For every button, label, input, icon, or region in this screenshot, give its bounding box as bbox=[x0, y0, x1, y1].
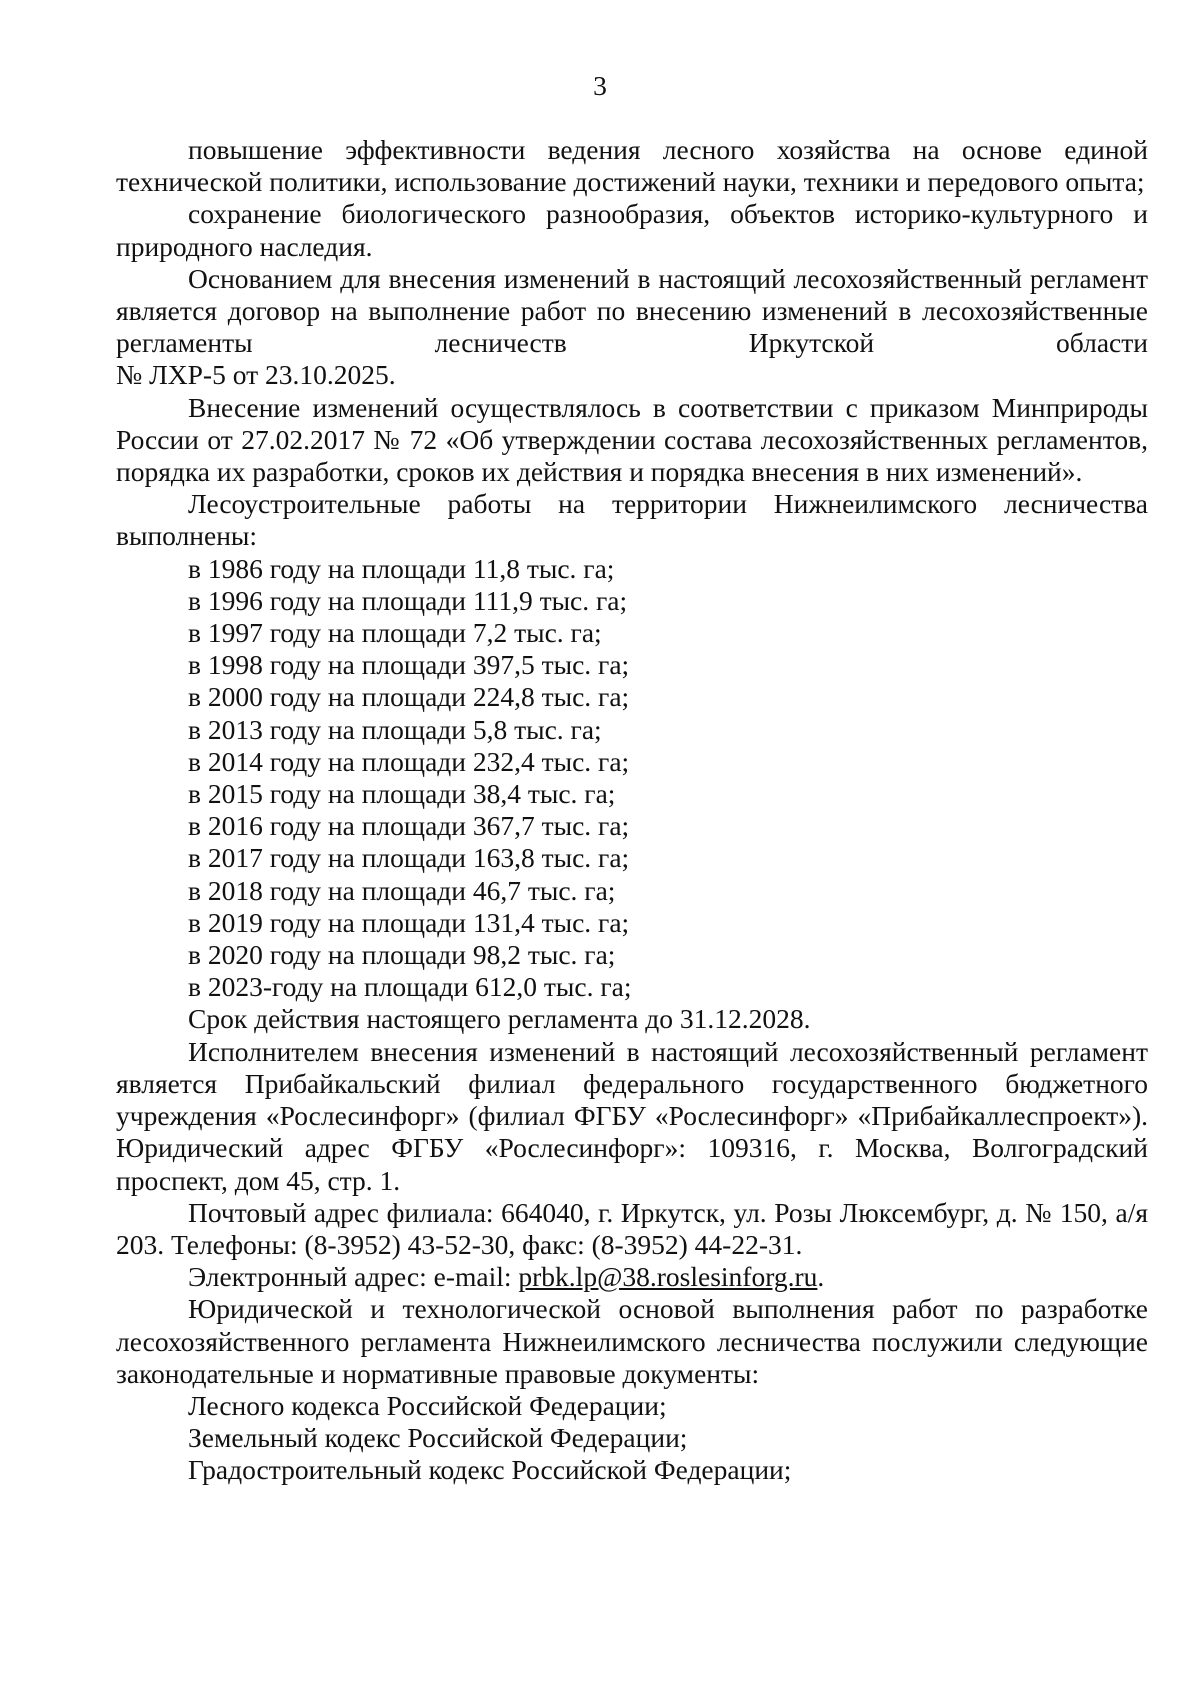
list-item: Градостроительный кодекс Российской Федерации; bbox=[188, 1454, 792, 1486]
list-item: в 2023-году на площади 612,0 тыс. га; bbox=[188, 971, 632, 1003]
list-item: Лесного кодекса Российской Федерации; bbox=[188, 1389, 667, 1421]
email-suffix: . bbox=[817, 1261, 825, 1293]
list-item: в 2019 году на площади 131,4 тыс. га; bbox=[188, 906, 630, 938]
paragraph-contract-number: № ЛХР-5 от 23.10.2025. bbox=[116, 359, 396, 391]
list-item: в 2018 году на площади 46,7 тыс. га; bbox=[188, 874, 616, 906]
paragraph-forestry-efficiency: повышение эффективности ведения лесного хозяйства на основе единой технической политики, использование достижений науки, техники и передового опыта; bbox=[116, 134, 1148, 198]
list-item: в 1986 году на площади 11,8 тыс. га; bbox=[188, 552, 615, 584]
paragraph-surveys-intro: Лесоустроительные работы на территории Нижнеилимского лесничества выполнены: bbox=[116, 488, 1148, 552]
paragraph-executor: Исполнителем внесения изменений в настоящий лесохозяйственный регламент является Прибайкальский филиал федерального государственного бюджетного учреждения «Рослесинфорг» (филиал ФГБУ «Рослесинфорг» «Прибайкаллеспроект»). Юридический адрес ФГБУ «Рослесинфорг»: 109316, г. Москва, Волгоградский проспект, дом 45, стр. 1. bbox=[116, 1035, 1148, 1196]
list-item: в 2013 году на площади 5,8 тыс. га; bbox=[188, 713, 602, 745]
list-item: в 2017 году на площади 163,8 тыс. га; bbox=[188, 842, 630, 874]
paragraph-postal-address: Почтовый адрес филиала: 664040, г. Иркутск, ул. Розы Люксембург, д. № 150, а/я 203. Телефоны: (8-3952) 43-52-30, факс: (8-3952) 44-22-31. bbox=[116, 1196, 1148, 1260]
documents-list bbox=[116, 1390, 1148, 1487]
list-item: в 2020 году на площади 98,2 тыс. га; bbox=[188, 939, 616, 971]
paragraph-validity: Срок действия настоящего регламента до 31.12.2028. bbox=[188, 1003, 811, 1035]
list-item: в 1996 году на площади 111,9 тыс. га; bbox=[188, 584, 628, 616]
list-item: в 2000 году на площади 224,8 тыс. га; bbox=[188, 681, 630, 713]
page-number: 3 bbox=[593, 70, 607, 101]
list-item: в 2014 году на площади 232,4 тыс. га; bbox=[188, 745, 630, 777]
paragraph-order: Внесение изменений осуществлялось в соответствии с приказом Минприроды России от 27.02.2017 № 72 «Об утверждении состава лесохозяйственных регламентов, порядка их разработки, сроков их действия и порядка внесения в них изменений». bbox=[116, 391, 1148, 488]
list-item: в 1997 году на площади 7,2 тыс. га; bbox=[188, 617, 602, 649]
survey-years-list bbox=[116, 553, 1148, 1004]
email-link[interactable]: prbk.lp@38.roslesinforg.ru bbox=[518, 1261, 818, 1293]
list-item: Земельный кодекс Российской Федерации; bbox=[188, 1422, 688, 1454]
document-body bbox=[116, 134, 1148, 1487]
paragraph-basis: Основанием для внесения изменений в настоящий лесохозяйственный регламент является договор на выполнение работ по внесению изменений в лесохозяйственные регламенты лесничеств Иркутской области bbox=[116, 262, 1148, 359]
list-item: в 2015 году на площади 38,4 тыс. га; bbox=[188, 778, 616, 810]
paragraph-legal-basis: Юридической и технологической основой выполнения работ по разработке лесохозяйственного регламента Нижнеилимского лесничества послужили следующие законодательные и нормативные правовые документы: bbox=[116, 1293, 1148, 1389]
paragraph-biodiversity: сохранение биологического разнообразия, объектов историко-культурного и природного наследия. bbox=[116, 198, 1148, 262]
list-item: в 2016 году на площади 367,7 тыс. га; bbox=[188, 810, 630, 842]
paragraph-email bbox=[116, 1261, 1148, 1293]
email-label: Электронный адрес: e-mail: bbox=[188, 1261, 519, 1293]
list-item: в 1998 году на площади 397,5 тыс. га; bbox=[188, 649, 630, 681]
